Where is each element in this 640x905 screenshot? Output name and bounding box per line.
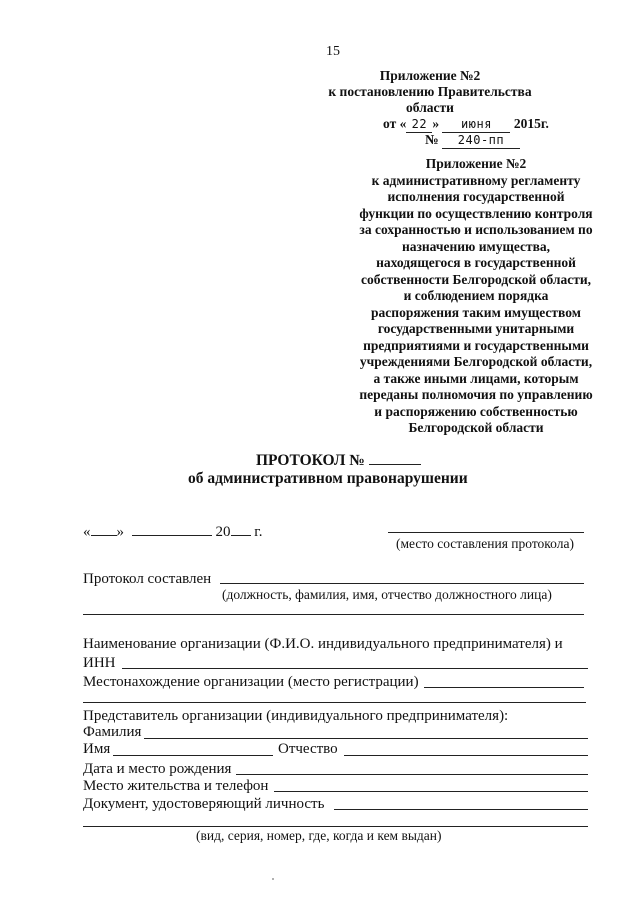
appendix-top-number [425, 132, 520, 149]
composed-by-caption: (должность, фамилия, имя, отчество должностного лица) [222, 587, 552, 602]
page-number: 15 [326, 44, 340, 59]
appendix-reg-line: назначению имущества, [401, 238, 551, 254]
date-close-quote: » [116, 524, 124, 540]
date-year-suffix: г. [254, 524, 263, 540]
place-field[interactable] [388, 532, 584, 533]
appendix-reg-line: а также иными лицами, которым [373, 370, 579, 386]
residence-label: Место жительства и телефон [83, 778, 269, 794]
date-quote-close: » [432, 116, 440, 131]
representative-label: Представитель организации (индивидуального предпринимателя): [83, 708, 509, 724]
inn-field[interactable] [122, 668, 588, 669]
protocol-number-field[interactable] [369, 452, 421, 465]
appendix-date-month: июня [442, 116, 510, 133]
appendix-reg-line: Приложение №2 [425, 156, 527, 171]
appendix-regulation [316, 156, 636, 437]
appendix-reg-line: распоряжения таким имуществом [371, 304, 581, 320]
appendix-reg-line: и распоряжению собственностью [374, 403, 578, 419]
date-open-quote: « [83, 524, 91, 540]
date-year-prefix: 20 [215, 524, 231, 540]
protocol-title-text: ПРОТОКОЛ № [256, 452, 365, 469]
appendix-reg-line: собственности Белгородской области, [361, 271, 591, 287]
appendix-reg-line: исполнения государственной [387, 189, 565, 204]
patronymic-field[interactable] [344, 755, 588, 756]
org-name-label: Наименование организации (Ф.И.О. индивидуального предпринимателя) и [83, 636, 563, 652]
org-location-field[interactable] [424, 687, 584, 688]
composed-by-label: Протокол составлен [83, 571, 212, 587]
scan-speck [272, 878, 274, 880]
birth-label: Дата и место рождения [83, 761, 232, 777]
name-label: Имя [83, 741, 111, 757]
appendix-reg-line: предприятиями и государственными [363, 337, 589, 353]
date-day-field[interactable] [91, 523, 117, 536]
date-year-field[interactable] [231, 523, 251, 536]
appendix-reg-line: Белгородской области [408, 420, 544, 435]
appendix-reg-line: и соблюдением порядка [403, 288, 549, 303]
birth-field[interactable] [236, 774, 588, 775]
residence-field[interactable] [274, 791, 588, 792]
place-caption: (место составления протокола) [396, 536, 574, 551]
appendix-reg-line: функции по осуществлению контроля [359, 205, 593, 221]
appendix-reg-line: государственными унитарными [377, 321, 575, 336]
date-month-field[interactable] [132, 523, 212, 536]
appendix-date-year: 2015г. [513, 116, 549, 131]
org-location-field-2[interactable] [83, 702, 586, 703]
appendix-reg-line: за сохранностью и использованием по [359, 222, 593, 237]
inn-label: ИНН [83, 655, 116, 671]
identity-doc-label: Документ, удостоверяющий личность [83, 796, 325, 812]
appendix-top-date [383, 116, 549, 133]
date-from-prefix: от « [383, 116, 407, 131]
org-location-label: Местонахождение организации (место регистрации) [83, 674, 419, 690]
appendix-date-day: 22 [406, 116, 432, 133]
appendix-top-title: Приложение №2 [379, 68, 481, 83]
appendix-reg-line: переданы полномочия по управлению [359, 387, 593, 402]
name-field[interactable] [113, 755, 273, 756]
number-prefix: № [425, 132, 439, 147]
appendix-top-line3: области [406, 100, 454, 115]
protocol-subtitle: об административном правонарушении [188, 470, 468, 487]
appendix-number-value: 240-пп [442, 132, 520, 149]
appendix-top-line2: к постановлению Правительства [328, 84, 532, 99]
appendix-reg-line: к административному регламенту [371, 172, 581, 188]
composed-by-field-2[interactable] [83, 614, 584, 615]
identity-doc-caption: (вид, серия, номер, где, когда и кем выдан) [196, 828, 442, 843]
appendix-reg-line: находящегося в государственной [376, 255, 576, 270]
composed-by-field[interactable] [220, 583, 584, 584]
identity-doc-field[interactable] [334, 809, 588, 810]
surname-label: Фамилия [83, 724, 142, 740]
protocol-title [256, 452, 421, 470]
appendix-reg-line: учреждениями Белгородской области, [359, 354, 593, 369]
date-row [83, 523, 262, 541]
identity-doc-field-2[interactable] [83, 826, 588, 827]
patronymic-label: Отчество [278, 741, 338, 757]
surname-field[interactable] [144, 738, 588, 739]
